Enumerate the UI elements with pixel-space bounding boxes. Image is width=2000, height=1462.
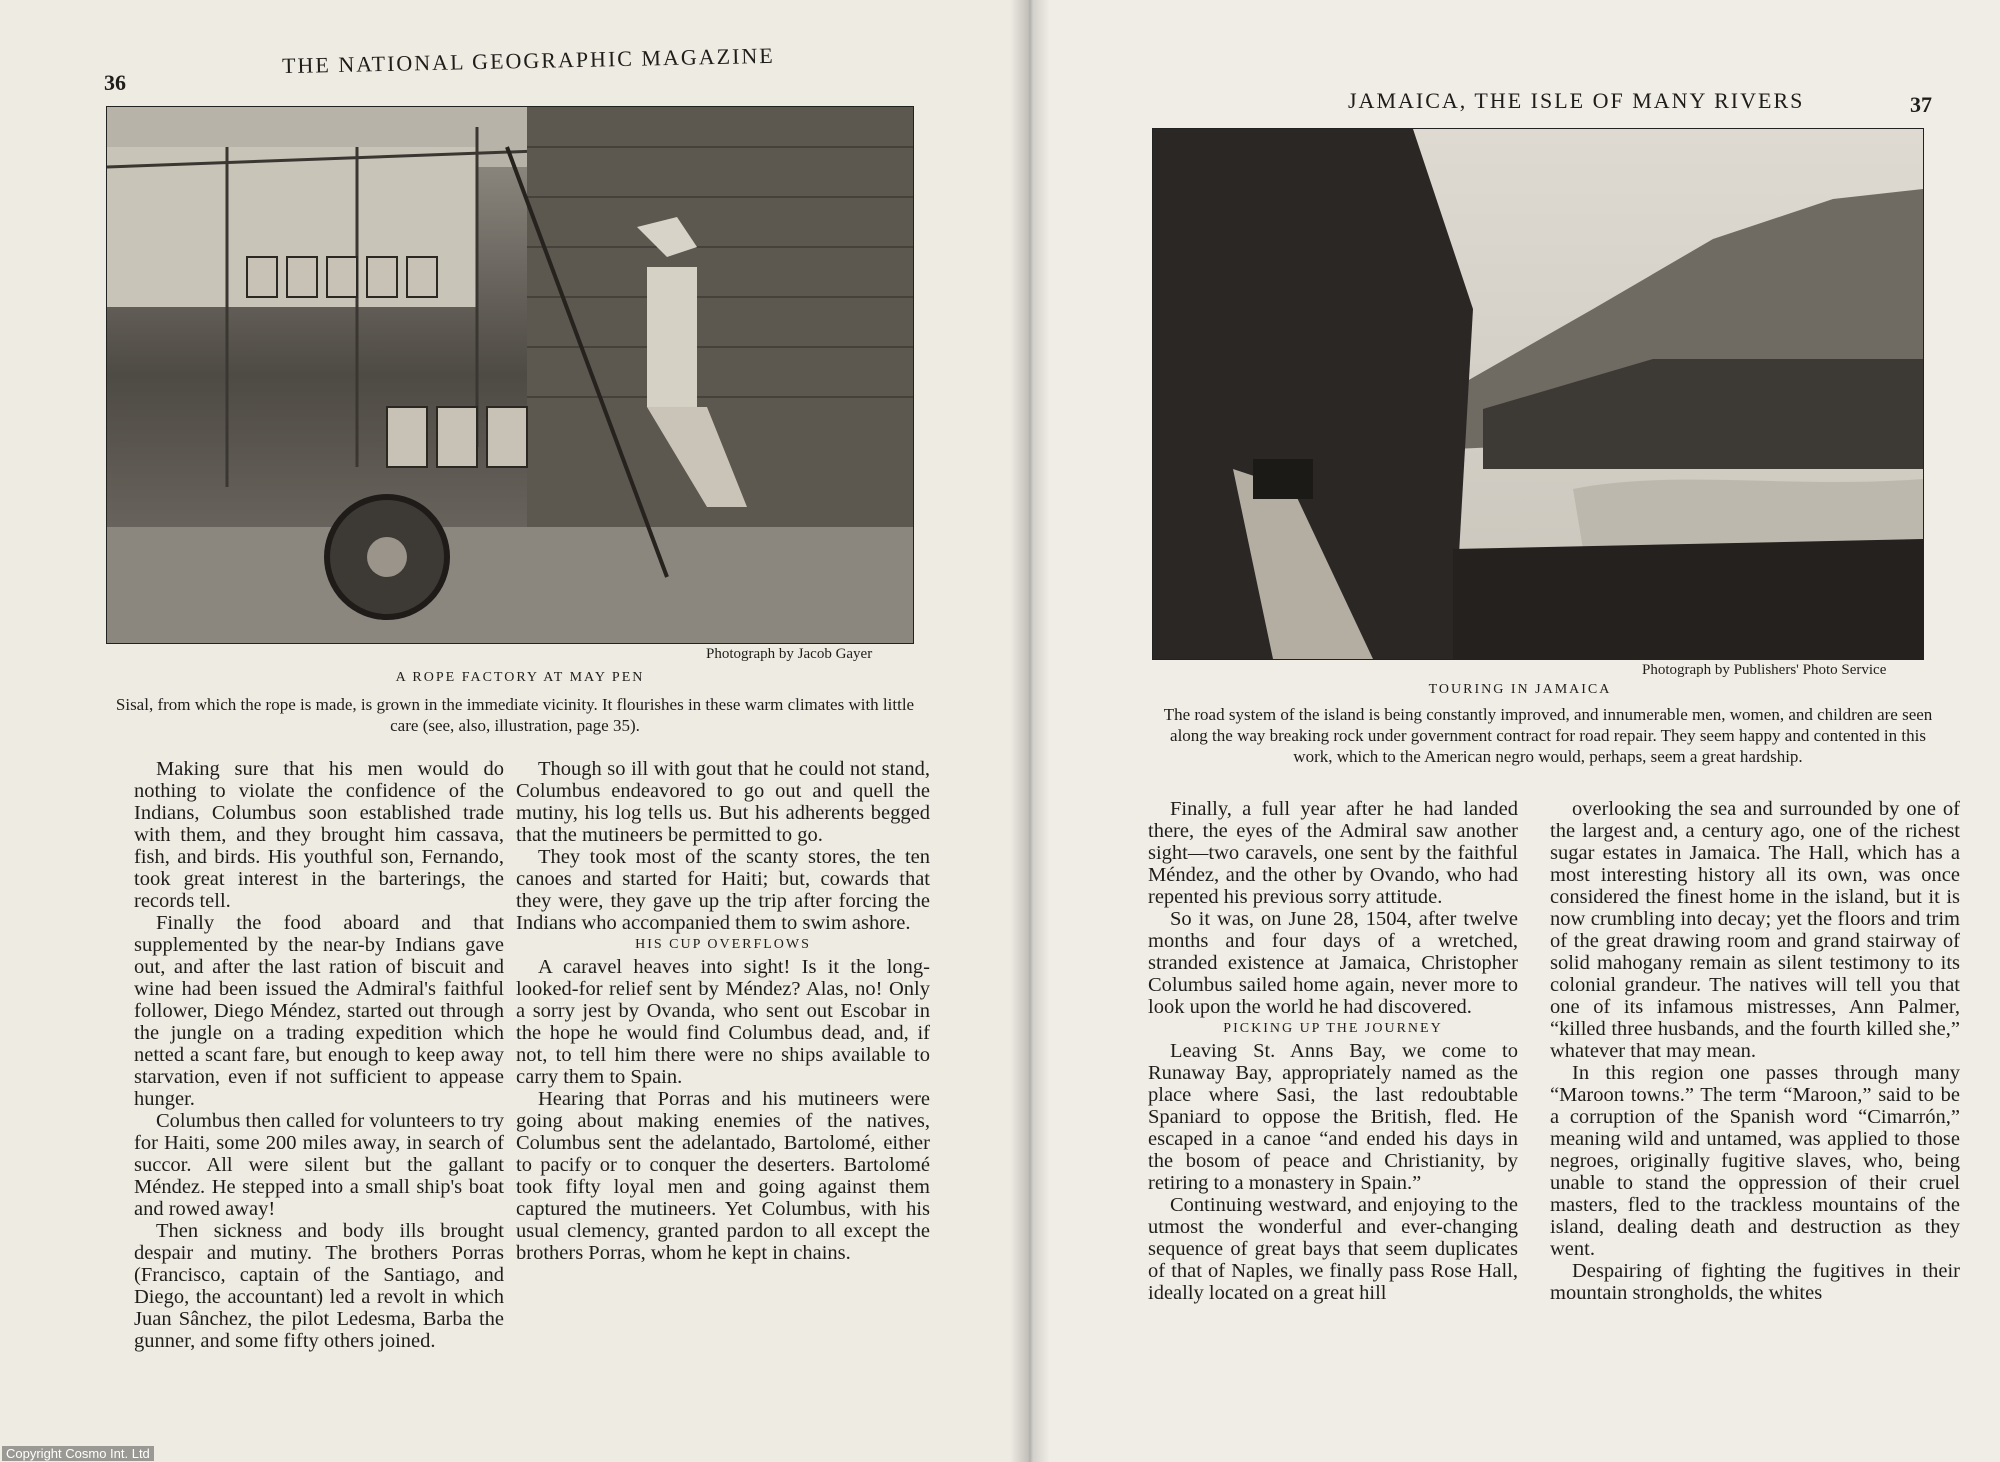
touring-jamaica-photo	[1152, 128, 1924, 660]
text-column-2	[516, 758, 930, 1264]
paragraph: Finally, a full year after he had landed there, the eyes of the Admiral saw another sight—two caravels, one sent by the faithful Méndez, and the other by Ovando, who had repented his previous sorry attitude.	[1148, 798, 1518, 908]
paragraph: Despairing of fighting the fugitives in their mountain strongholds, the whites	[1550, 1260, 1960, 1304]
running-head: THE NATIONAL GEOGRAPHIC MAGAZINE	[281, 42, 775, 79]
text-column-2	[1550, 798, 1960, 1304]
paragraph: Though so ill with gout that he could not stand, Columbus endeavored to go out and quell the mutiny, his log tells us. But his adherents begged that the mutineers be permitted to go.	[516, 758, 930, 846]
page-number: 36	[104, 70, 126, 95]
paragraph: Columbus then called for volunteers to try for Haiti, some 200 miles away, in search of succor. All were silent but the gallant Méndez. He stepped into a small ship's boat and rowed away!	[134, 1110, 504, 1220]
paragraph: Hearing that Porras and his mutineers were going about making enemies of the natives, Columbus sent the adelantado, Bartolomé, either to pacify or to conquer the deserters. Bartolomé took fifty loyal men and going against them captured the mutineers. Yet Columbus, with his usual clemency, granted pardon to all except the brothers Porras, whom he kept in chains.	[516, 1088, 930, 1264]
photo-caption-title: TOURING IN JAMAICA	[1428, 682, 1612, 697]
running-head: JAMAICA, THE ISLE OF MANY RIVERS	[1348, 88, 1805, 113]
photo-caption-title: A ROPE FACTORY AT MAY PEN	[395, 670, 645, 685]
photo-credit: Photograph by Jacob Gayer	[706, 646, 873, 662]
page-number: 37	[1910, 92, 1932, 117]
right-page	[1030, 0, 2000, 1462]
text-column-1	[1148, 798, 1518, 1304]
paragraph: A caravel heaves into sight! Is it the long-looked-for relief sent by Méndez? Alas, no! Only a sorry jest by Ovanda, who sent out Escobar in the hope he would find Columbus dead, and, if not, to tell him there were no ships available to carry them to Spain.	[516, 956, 930, 1088]
photo-credit: Photograph by Publishers' Photo Service	[1642, 662, 1887, 678]
rope-factory-illustration	[107, 107, 913, 643]
section-subhead: PICKING UP THE JOURNEY	[1223, 1021, 1443, 1036]
paragraph: Leaving St. Anns Bay, we come to Runaway Bay, appropriately named as the place where Sasi, the last redoubtable Spaniard to oppose the British, fled. He escaped in a canoe “and ended his days in the bosom of peace and Christianity, by retiring to a monastery in Spain.”	[1148, 1040, 1518, 1194]
paragraph: In this region one passes through many “Maroon towns.” The term “Maroon,” said to be a corruption of the Spanish word “Cimarrón,” meaning wild and untamed, was applied to those negroes, originally fugitive slaves, who, being unable to stand the oppression of their cruel masters, fled to the trackless mountains of the island, dealing death and destruction as they went.	[1550, 1062, 1960, 1260]
paragraph: Continuing westward, and enjoying to the utmost the wonderful and ever-changing sequence of great bays that seem duplicates of that of Naples, we finally pass Rose Hall, ideally located on a great hill	[1148, 1194, 1518, 1304]
river-valley-illustration	[1153, 129, 1923, 659]
copyright-watermark: Copyright Cosmo Int. Ltd	[2, 1446, 154, 1461]
paragraph: Making sure that his men would do nothing to violate the confidence of the Indians, Columbus soon established trade with them, and they brought him cassava, fish, and birds. His youthful son, Fernando, took great interest in the barterings, the records tell.	[134, 758, 504, 912]
section-subhead: HIS CUP OVERFLOWS	[635, 937, 811, 952]
paragraph: So it was, on June 28, 1504, after twelve months and four days of a wretched, stranded existence at Jamaica, Christopher Columbus sailed home again, never more to look upon the world he had discovered.	[1148, 908, 1518, 1018]
book-gutter	[1010, 0, 1050, 1462]
text-column-1	[134, 758, 504, 1352]
photo-caption-text: Sisal, from which the rope is made, is grown in the immediate vicinity. It flourishes in these warm climates with little care (see, also, illustration, page 35).	[115, 695, 915, 735]
paragraph: overlooking the sea and surrounded by one of the largest and, a century ago, one of the richest sugar estates in Jamaica. The Hall, which has a most interesting history all its own, was once considered the finest home in the island, but it is now crumbling into decay; yet the floors and trim of the great drawing room and grand stairway of solid mahogany remain as silent testimony to its colonial grandeur. The natives will tell you that one of its infamous mistresses, Ann Palmer, “killed three husbands, and the fourth killed she,” whatever that may mean.	[1550, 798, 1960, 1062]
paragraph: They took most of the scanty stores, the ten canoes and started for Haiti; but, cowards that they were, they gave up the trip after forcing the Indians who accompanied them to swim ashore.	[516, 846, 930, 934]
rope-factory-photo	[106, 106, 914, 644]
paragraph: Then sickness and body ills brought despair and mutiny. The brothers Porras (Francisco, captain of the Santiago, and Diego, the accountant) led a revolt in which Juan Sânchez, the pilot Ledesma, Barba the gunner, and some fifty others joined.	[134, 1220, 504, 1352]
paragraph: Finally the food aboard and that supplemented by the near-by Indians gave out, and after the last ration of biscuit and wine had been issued the Admiral's faithful follower, Diego Méndez, started out through the jungle on a trading expedition which netted a scant fare, but enough to keep away starvation, even if not sufficient to appease hunger.	[134, 912, 504, 1110]
photo-caption-text: The road system of the island is being constantly improved, and innumerable men, women, and children are seen along the way breaking rock under government contract for road repair. They seem happy and contented in this work, which to the American negro would, perhaps, seem a great hardship.	[1163, 705, 1933, 766]
